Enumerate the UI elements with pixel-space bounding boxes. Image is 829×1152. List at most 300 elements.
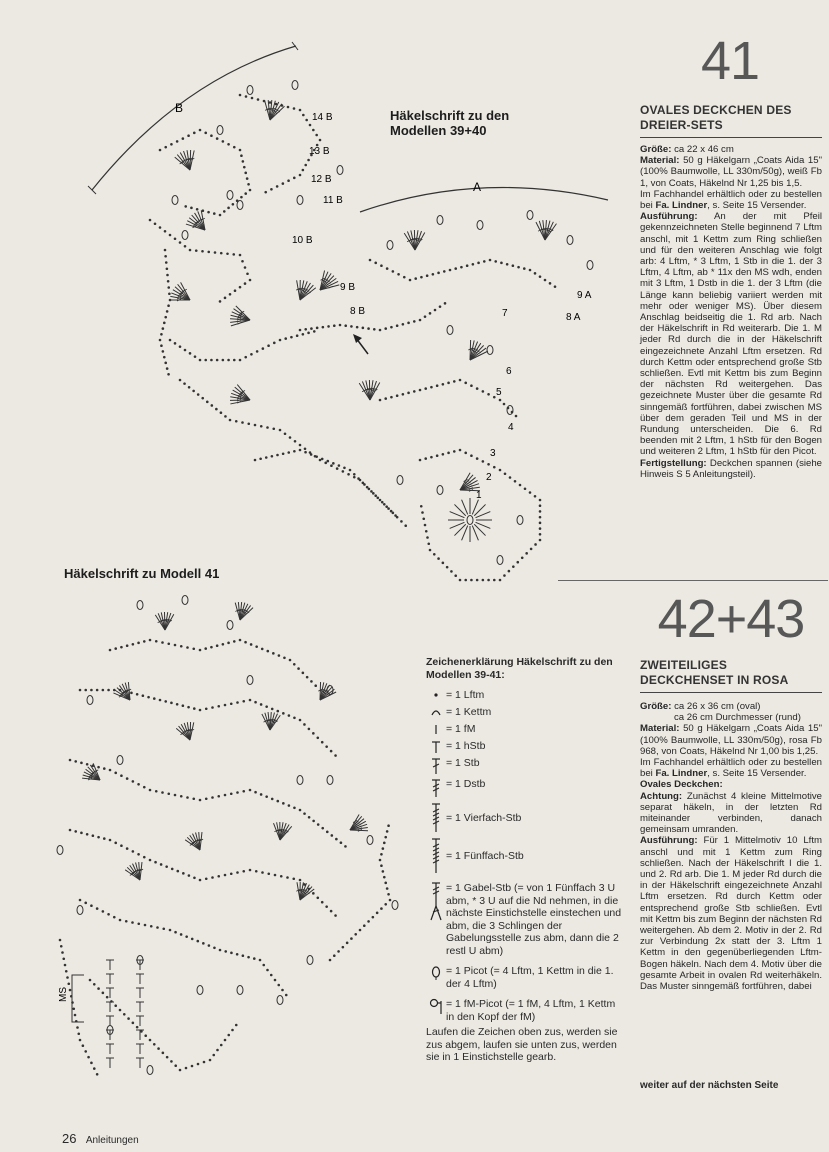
chain-loop [276,710,279,713]
round-label-2: 2 [486,472,492,483]
chain-loop [227,642,230,645]
chain-loop [330,464,333,467]
chain-loop [130,692,133,695]
chain-loop [86,763,89,766]
round-label-1: 1 [476,490,482,501]
chain-loop [419,459,422,462]
chain-loop [350,325,353,328]
chain-loop [171,868,174,871]
legend-text: = 1 Vierfach-Stb [446,811,522,824]
firm-name: Fa. Lindner [655,768,708,780]
chain-loop [206,401,209,404]
chain-loop [344,845,347,848]
chain-loop [325,745,328,748]
chain-loop [179,1069,182,1072]
chain-loop [276,454,279,457]
chain-loop [331,834,334,837]
label-material: Material: [640,723,680,735]
top-crochet-diagram [149,81,593,582]
picot [507,406,513,415]
chain-loop [160,344,163,347]
chain-loop [459,449,462,452]
chain-loop [275,103,278,106]
round-label-6: 6 [506,366,512,377]
diagram-top-title-line1: Häkelschrift zu den [390,108,510,123]
chain-loop [337,950,340,953]
chain-loop [482,390,485,393]
chain-loop [299,329,302,332]
chain-loop [246,272,249,275]
picot [182,596,188,605]
chain-loop [120,774,123,777]
chain-loop [176,140,179,143]
chain-loop [384,836,387,839]
chain-loop [357,477,360,480]
chain-loop [283,656,286,659]
chain-loop [430,456,433,459]
handel-text: Im Fachhandel erhältlich oder zu bestellen bei [640,188,822,212]
chain-loop [429,549,432,552]
chain-loop [512,264,515,267]
chain-loop [265,795,268,798]
chain-loop [390,396,393,399]
chain-loop [472,263,475,266]
chain-loop [312,820,315,823]
chain-loop [379,399,382,402]
picot [247,86,253,95]
shell-fan [140,862,142,880]
picot [307,956,313,965]
chain-loop [299,174,302,177]
chain-loop [192,390,195,393]
article-41-title: OVALES DECKCHEN DES DREIER-SETS [640,103,792,132]
chain-loop [197,1063,200,1066]
chain-loop [137,642,140,645]
chain-loop [202,942,205,945]
chain-loop [379,499,382,502]
chain-loop [89,979,92,982]
chain-loop [144,924,147,927]
chain-loop [196,940,199,943]
chain-loop [293,716,296,719]
round-label-11B: 11 B [323,195,343,206]
chain-loop [476,387,479,390]
chain-loop [454,267,457,270]
article-42-body [640,701,822,992]
chain-loop [109,839,112,842]
chain-loop [224,297,227,300]
chain-loop [114,772,117,775]
picot [477,221,483,230]
groesse-oval: ca 26 x 36 cm (oval) [674,701,761,712]
chain-loop [170,1060,173,1063]
chain-loop [302,672,305,675]
chain-loop [424,524,427,527]
chain-loop [160,333,163,336]
chain-loop [279,339,282,342]
start-arrow-head [353,334,362,343]
chain-loop [180,933,183,936]
chain-loop [494,260,497,263]
chain-loop [499,579,502,582]
arc-B-start [292,42,298,50]
chain-loop [319,459,322,462]
picot [437,486,443,495]
chain-loop [407,322,410,325]
chain-loop [230,702,233,705]
chain-loop [383,842,386,845]
chain-loop [312,892,315,895]
ms-label: MS [58,987,69,1002]
chain-loop [166,367,169,370]
chain-loop [159,149,162,152]
picot [237,201,243,210]
chain-loop [517,266,520,269]
chain-loop [107,913,110,916]
chain-loop [191,938,194,941]
chain-loop [287,179,290,182]
chain-loop [257,98,260,101]
chain-loop [246,177,249,180]
chain-loop [241,421,244,424]
article-42-rule [640,692,822,693]
chain-loop [304,328,307,331]
chain-loop [193,132,196,135]
chain-loop [190,207,193,210]
chain-loop [224,1039,227,1042]
chain-loop [362,482,365,485]
chain-loop [179,241,182,244]
chain-loop [149,859,152,862]
chain-loop [302,114,305,117]
chain-loop [232,203,235,206]
chain-loop [482,460,485,463]
chain-loop [290,336,293,339]
chain-loop [166,274,169,277]
picot [567,236,573,245]
chain-loop [525,552,528,555]
page-footer [62,1131,139,1146]
chain-loop [342,470,345,473]
article-42 [640,658,822,992]
chain-loop [487,579,490,582]
chain-loop [367,327,370,330]
chain-loop [211,706,214,709]
chain-loop [299,809,302,812]
chain-loop [262,964,265,967]
chain-loop [413,390,416,393]
picot [277,996,283,1005]
chain-loop [189,352,192,355]
chain-loop [549,282,552,285]
legend-item [426,689,622,705]
label-groesse: Größe: [640,701,672,712]
chain-loop [249,789,252,792]
chain-loop [539,504,542,507]
chain-loop [315,134,318,137]
arc-A [360,188,608,213]
chain-loop [232,253,235,256]
chain-loop [188,874,191,877]
handel-text: Im Fachhandel erhältlich oder zu bestellen bei [640,757,822,780]
chain-loop [199,799,202,802]
chain-loop [240,196,243,199]
chain-loop [304,164,307,167]
chain-loop [249,279,252,282]
chain-loop [380,864,383,867]
chain-loop [389,899,392,902]
chain-loop [186,796,189,799]
chain-loop [424,457,427,460]
chain-loop [500,262,503,265]
chain-loop [226,252,229,255]
chain-loop [322,326,325,329]
groesse-value: ca 22 x 46 cm [674,144,734,155]
chain-loop [335,838,338,841]
chain-loop [280,875,283,878]
chain-loop [336,467,339,470]
legend-item [426,723,622,739]
chain-loop [207,211,210,214]
chain-loop [204,359,207,362]
chain-loop [367,920,370,923]
chain-loop [266,969,269,972]
chain-loop [508,570,511,573]
legend-text: = 1 Dstb [446,778,486,790]
chain-loop [503,403,506,406]
chain-loop [119,1009,122,1012]
chain-loop [260,425,263,428]
chain-loop [244,356,247,359]
chain-loop [539,522,542,525]
chain-stitch-icon [426,689,446,701]
legend-text: = 1 fM [446,723,476,735]
chain-loop [144,1034,147,1037]
chain-loop [201,397,204,400]
chain-loop [82,1044,85,1047]
shell-fan [328,284,332,286]
picot [397,476,403,485]
chain-loop [380,853,383,856]
chain-loop [372,492,375,495]
sc-picot-icon [426,998,446,1016]
chain-loop [310,327,313,330]
chain-loop [554,285,557,288]
chain-loop [159,339,162,342]
chain-loop [330,750,333,753]
chain-loop [509,476,512,479]
chain-loop [442,383,445,386]
round-label-5: 5 [496,387,502,398]
chain-loop [79,899,82,902]
chain-loop [197,393,200,396]
picot [197,986,203,995]
legend-text: = 1 Lftm [446,689,485,701]
chain-loop [187,706,190,709]
chain-loop [254,424,257,427]
chain-loop [359,929,362,932]
chain-loop [76,1026,79,1029]
continued-note: weiter auf der nächsten Seite [640,1080,779,1091]
ausfuehrung-text: An der mit Pfeil gekennzeichneten Stelle beginnend 7 Lftm anschl, mit 1 Kettm zum Ring schließen und für den weiteren Anschlag wie folgt arb: 4 Lftm, * 3 Lftm, 1 Stb in die 1. der 3 Lftm, 4 Lftm, ab * 11x den MS wdh, enden mit 3 Lftm, 1 Dstb in die 1. der 3 Lftm (die Länge kann beliebig variiert werden mit mehr oder weniger MS). Über diesem Anschlag beidseitig die 1. Rd arb. Nach der Häkelschrift in Rd weiterarb. Die 1. M jeder Rd durch die in der Häkelschrift eingezeichnete Anzahl Lftm ersetzen. Rd durch Kettm oder entsprechend große Stb schließen. Evtl mit Kettm bis zum Beginn der nächsten Rd weitergehen. Das gezeichnete Muster über die gesamte Rd sinngemäß fortführen, dabei zwischen MS über dem geraden Teil und MS in der Rundung unterscheiden. Die 6. Rd beenden mit 2 Lftm, 1 hStb für den Bogen und weiteren 2 Lftm, 1 hStb für den Picot. [640,211,822,458]
chain-loop [274,874,277,877]
chain-loop [236,871,239,874]
chain-loop [210,646,213,649]
chain-loop [224,874,227,877]
chain-loop [366,486,369,489]
chain-loop [191,1065,194,1068]
chain-loop [281,989,284,992]
handel-post: , s. Seite 15 Versender. [707,200,807,212]
chain-loop [196,208,199,211]
chain-loop [384,903,387,906]
chain-loop [239,149,242,152]
chain-loop [222,140,225,143]
chain-loop [383,876,386,879]
chain-loop [212,1054,215,1057]
chain-loop [265,705,268,708]
chain-loop [92,764,95,767]
picot [587,261,593,270]
chain-loop [209,1059,212,1062]
chain-loop [466,264,469,267]
picot [497,556,503,565]
chain-loop [199,879,202,882]
chain-loop [259,959,262,962]
chain-loop [539,533,542,536]
chain-loop [387,893,390,896]
chain-loop [240,154,243,157]
chain-loop [506,263,509,266]
chain-loop [216,644,219,647]
legend-item [426,778,622,800]
chain-loop [97,766,100,769]
chain-loop [245,95,248,98]
chain-loop [459,579,462,582]
chain-loop [534,495,537,498]
slip-stitch-icon [426,706,446,718]
chain-loop [211,404,214,407]
chain-loop [199,649,202,652]
chain-loop [382,847,385,850]
chain-loop [271,798,274,801]
chain-loop [179,345,182,348]
chain-loop [125,920,128,923]
chain-loop [216,359,219,362]
chain-loop [137,922,140,925]
chain-loop [233,146,236,149]
chain-loop [464,452,467,455]
chain-loop [182,704,185,707]
chain-loop [354,933,357,936]
chain-loop [483,260,486,263]
chain-loop [106,996,109,999]
chain-loop [262,347,265,350]
round-label-9A: 9 A [577,290,592,301]
chain-loop [273,342,276,345]
chain-loop [453,450,456,453]
fork-stitch-icon [426,882,446,922]
chain-loop [217,875,220,878]
chain-loop [429,312,432,315]
chain-loop [304,447,307,450]
chain-loop [236,953,239,956]
chain-loop [186,646,189,649]
chain-loop [97,987,100,990]
chain-loop [286,876,289,879]
chain-loop [293,177,296,180]
chain-loop [470,579,473,582]
chain-loop [477,262,480,265]
chain-loop [293,107,296,110]
chain-loop [74,1014,77,1017]
chain-loop [334,754,337,757]
groesse-rund: ca 26 cm Durchmesser (rund) [674,712,801,724]
chain-loop [244,172,247,175]
chain-loop [187,134,190,137]
chain-loop [233,640,236,643]
chain-loop [132,850,135,853]
chain-loop [167,286,170,289]
chain-loop [266,650,269,653]
chain-loop [288,714,291,717]
chain-loop [446,566,449,569]
chain-loop [499,469,502,472]
chain-loop [176,703,179,706]
section-divider [558,580,828,581]
chain-loop [143,640,146,643]
chain-loop [271,708,274,711]
chain-loop [227,207,230,210]
chain-loop [426,274,429,277]
half-double-crochet-icon [426,740,446,754]
chain-loop [519,484,522,487]
chain-loop [369,259,372,262]
chain-loop [249,699,252,702]
material-value: 50 g Häkelgarn „Coats Aida 15" (100% Baumwolle, LL 330m/50g), rosa Fb 968, von Coats, Häkelnd Nr 1,00 bis 1,25. [640,723,822,757]
chain-loop [305,119,308,122]
chain-loop [297,667,300,670]
chain-loop [443,270,446,273]
chain-loop [293,806,296,809]
round-label-9B: 9 B [340,282,356,293]
chain-loop [162,1052,165,1055]
picot [337,166,343,175]
chain-loop [219,949,222,952]
chain-loop [434,309,437,312]
chain-loop [153,697,156,700]
chain-loop [482,579,485,582]
chain-loop [396,516,399,519]
chain-loop [424,387,427,390]
chain-loop [205,877,208,880]
chain-loop [79,1039,82,1042]
chain-loop [392,512,395,515]
chain-loop [284,432,287,435]
chain-loop [422,517,425,520]
chain-loop [244,192,247,195]
chain-loop [120,646,123,649]
picot [217,126,223,135]
chain-loop [199,709,202,712]
chain-loop [102,910,105,913]
legend-text: = 1 Stb [446,757,480,769]
chain-loop [282,712,285,715]
chain-loop [60,945,63,948]
picot [182,231,188,240]
chain-loop [284,337,287,340]
material-value: 50 g Häkelgarn „Coats Aida 15" (100% Baumwolle, LL 330m/50g), weiß Fb 1, von Coats, Häkelnd Nr 1,25 bis 1,5. [640,155,822,189]
